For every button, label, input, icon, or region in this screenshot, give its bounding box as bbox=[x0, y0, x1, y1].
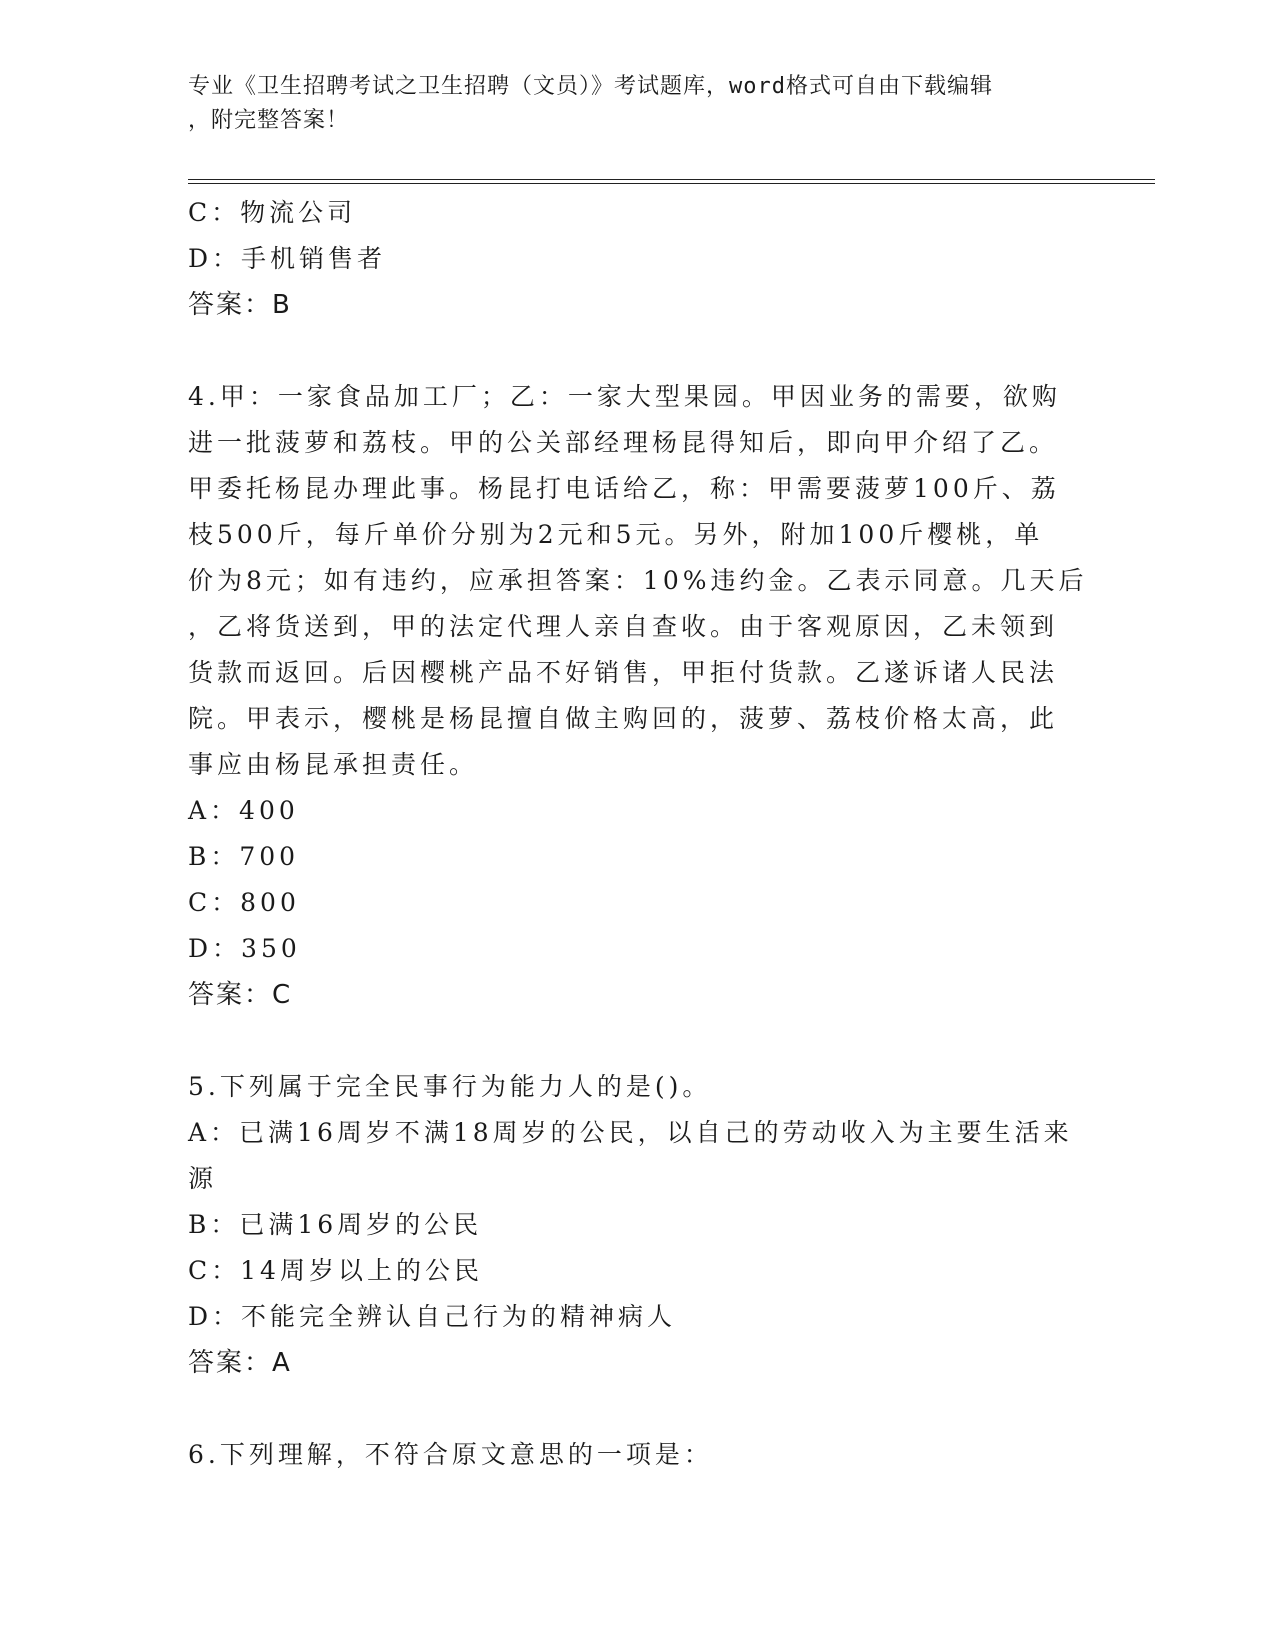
document-body bbox=[188, 190, 1088, 1478]
stem-line: 枝500斤，每斤单价分别为2元和5元。另外，附加100斤樱桃，单 bbox=[188, 520, 1044, 549]
question-5 bbox=[188, 1064, 1088, 1386]
answer-label: 答案：A bbox=[188, 1348, 292, 1378]
page-header bbox=[188, 70, 1068, 138]
option-c: C：800 bbox=[188, 888, 300, 917]
question-stem: 6.下列理解，不符合原文意思的一项是： bbox=[188, 1440, 713, 1469]
option-b: B：已满16周岁的公民 bbox=[188, 1210, 483, 1239]
stem-line: 4.甲：一家食品加工厂；乙：一家大型果园。甲因业务的需要，欲购 bbox=[188, 382, 1061, 411]
question-4 bbox=[188, 374, 1088, 1018]
header-line-1: 专业《卫生招聘考试之卫生招聘（文员）》考试题库，word格式可自由下载编辑 bbox=[188, 74, 993, 99]
stem-line: 院。甲表示，樱桃是杨昆擅自做主购回的，菠萝、荔枝价格太高，此 bbox=[188, 704, 1059, 733]
header-divider-top bbox=[188, 179, 1155, 180]
option-a-continued: 源 bbox=[188, 1164, 218, 1193]
stem-line: 价为8元；如有违约，应承担答案：10%违约金。乙表示同意。几天后 bbox=[188, 566, 1088, 595]
option-d: D：350 bbox=[188, 934, 301, 963]
option-d: D：手机销售者 bbox=[188, 244, 387, 273]
option-b: B：700 bbox=[188, 842, 300, 871]
stem-line: 货款而返回。后因樱桃产品不好销售，甲拒付货款。乙遂诉诸人民法 bbox=[188, 658, 1059, 687]
option-c: C：物流公司 bbox=[188, 198, 357, 227]
option-a: A：400 bbox=[188, 796, 299, 825]
option-d: D：不能完全辨认自己行为的精神病人 bbox=[188, 1302, 677, 1331]
answer-label: 答案：B bbox=[188, 290, 292, 320]
answer-label: 答案：C bbox=[188, 980, 293, 1010]
question-stem: 5.下列属于完全民事行为能力人的是()。 bbox=[188, 1072, 712, 1101]
stem-line: 甲委托杨昆办理此事。杨昆打电话给乙，称：甲需要菠萝100斤、荔 bbox=[188, 474, 1060, 503]
header-line-2: ，附完整答案！ bbox=[188, 108, 350, 133]
stem-line: ，乙将货送到，甲的法定代理人亲自查收。由于客观原因，乙未领到 bbox=[188, 612, 1059, 641]
option-a: A：已满16周岁不满18周岁的公民，以自己的劳动收入为主要生活来 bbox=[188, 1118, 1073, 1147]
question-6 bbox=[188, 1432, 1088, 1478]
option-c: C：14周岁以上的公民 bbox=[188, 1256, 483, 1285]
header-divider-bottom bbox=[188, 183, 1155, 184]
question-stem bbox=[188, 374, 1088, 788]
stem-line: 事应由杨昆承担责任。 bbox=[188, 750, 479, 779]
question-3-tail bbox=[188, 190, 1088, 328]
stem-line: 进一批菠萝和荔枝。甲的公关部经理杨昆得知后，即向甲介绍了乙。 bbox=[188, 428, 1059, 457]
